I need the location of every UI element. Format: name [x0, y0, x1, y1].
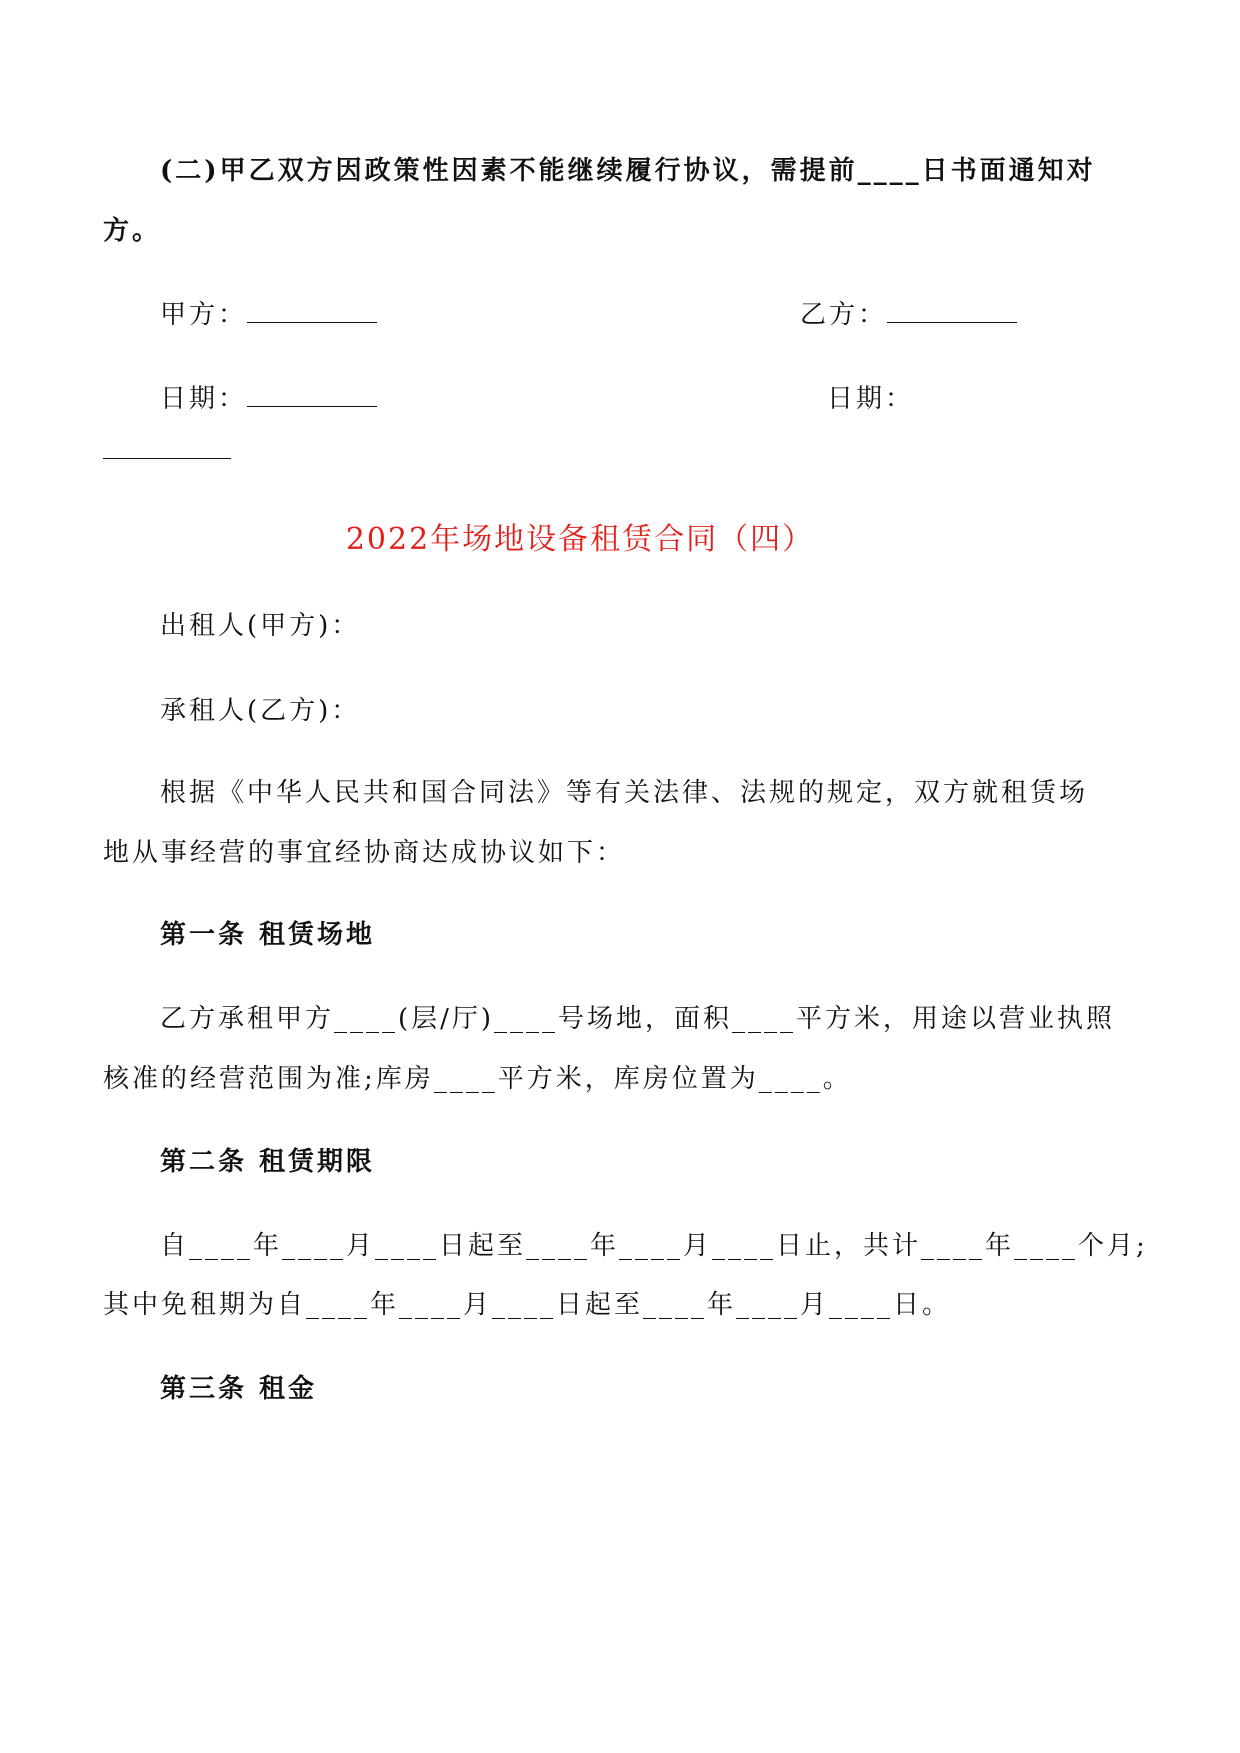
party-a-label: 甲方：: [160, 300, 248, 330]
article3-heading: 第三条 租金: [160, 1374, 318, 1404]
article2-heading: 第二条 租赁期限: [160, 1147, 376, 1177]
clause-two-line2: 方。: [103, 216, 162, 246]
date-a-label: 日期：: [160, 384, 248, 414]
article1-line2: 核准的经营范围为准;库房____平方米，库房位置为____。: [103, 1064, 852, 1094]
party-a-signature: [160, 294, 377, 331]
lessor-line: 出租人(甲方)：: [160, 611, 361, 641]
date-b-blank: [103, 458, 231, 459]
preamble-line2: 地从事经营的事宜经协商达成协议如下：: [103, 838, 626, 868]
party-a-blank: [247, 321, 377, 323]
party-b-signature: [800, 294, 1017, 331]
lessee-line: 承租人(乙方)：: [160, 696, 361, 726]
date-a-signature: [160, 378, 377, 415]
article2-line2: 其中免租期为自____年____月____日起至____年____月____日。: [103, 1290, 952, 1320]
party-b-blank: [887, 321, 1017, 323]
article1-line1: 乙方承租甲方____(层/厅)____号场地，面积____平方米，用途以营业执照: [160, 1004, 1116, 1034]
article2-line1: 自____年____月____日起至____年____月____日止，共计____年____个月;: [160, 1231, 1148, 1261]
clause-two-line1: (二)甲乙双方因政策性因素不能继续履行协议，需提前____日书面通知对: [160, 156, 1096, 186]
article1-heading: 第一条 租赁场地: [160, 920, 376, 950]
contract-title: 2022年场地设备租赁合同（四）: [345, 522, 815, 557]
date-a-blank: [247, 405, 377, 407]
preamble-line1: 根据《中华人民共和国合同法》等有关法律、法规的规定，双方就租赁场: [160, 778, 1089, 808]
date-b-label: 日期：: [827, 384, 915, 414]
party-b-label: 乙方：: [800, 300, 888, 330]
